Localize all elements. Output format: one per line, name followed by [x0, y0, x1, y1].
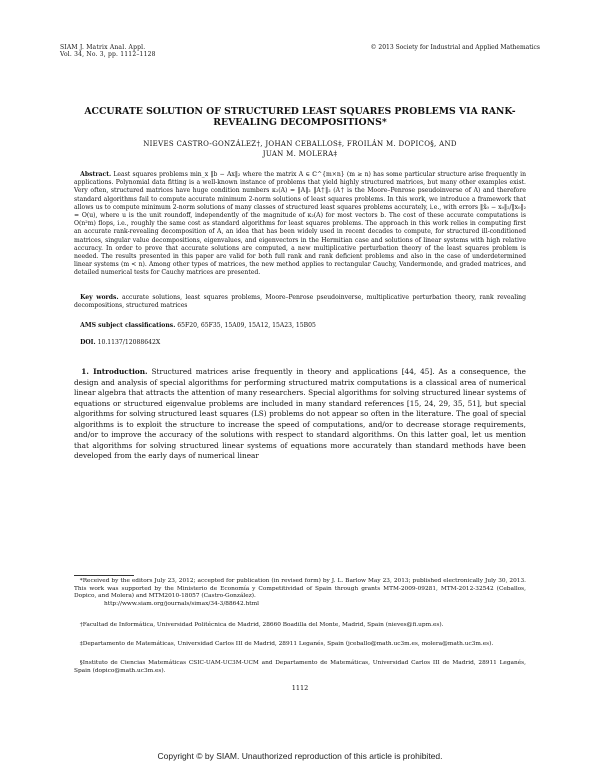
journal-header [60, 44, 280, 58]
page-number: 1112 [291, 684, 309, 692]
footnote-dagger-text: †Facultad de Informática, Universidad Politécnica de Madrid, 28660 Boadilla del Monte, Madrid, Spain (nieves@fi.upm.es). [79, 622, 444, 628]
abstract-text: Least squares problems min_x ‖b − Ax‖₂ where the matrix A ∈ ℂ^{m×n} (m ≥ n) has some particular structure arise frequently in applications. Polynomial data fitting is a well-known instance of problems that yield highly structured matrices, but many other examples exist. Very often, structured matrices have huge condition numbers κ₂(A) = ‖A‖₂ ‖A†‖₂ (A† is the Moore–Penrose pseudoinverse of A) and therefore standard algorithms fail to compute accurate minimum 2-norm solutions of least squares problems. In this work, we introduce a framework that allows us to compute minimum 2-norm solutions of many classes of structured least squares problems accurately, i.e., with errors ‖x̂₀ − x₀‖₂/‖x₀‖₂ = O(u), where u is the unit roundoff, independently of the magnitude of κ₂(A) for most vectors b. The cost of these accurate computations is O(n²m) flops, i.e., roughly the same cost as standard algorithms for least squares problems. The approach in this work relies in computing first an accurate rank-revealing decomposition of A, an idea that has been widely used in recent decades to compute, for structured ill-conditioned matrices, singular value decompositions, eigenvalues, and eigenvectors in the Hermitian case and solutions of linear systems with high relative accuracy. In order to prove that accurate solutions are computed, a new multiplicative perturbation theory of the least squares problem is needed. The results presented in this paper are valid for both full rank and rank deficient problems and also in the case of underdetermined linear systems (m < n). Among other types of matrices, the new method applies to rectangular Cauchy, Vandermonde, and graded matrices, and detailed numerical tests for Cauchy matrices are presented. [74, 171, 526, 277]
authors-line-2: JUAN M. MOLERA‡ [262, 150, 338, 158]
keywords [74, 294, 526, 310]
footnote-received-text: *Received by the editors July 23, 2012; accepted for publication (in revised form) by J. L. Barlow May 23, 2013; published electronically July 30, 2013. This work was supported by the Ministerio de Economía y Competitividad of Spain through grants MTM-2009-09281, MTM-2012-32542 (Ceballos, Dopico, and Molera) and MTM2010-18057 (Castro-González). [74, 578, 526, 600]
introduction [74, 367, 526, 462]
authors-line-1: NIEVES CASTRO-GONZÁLEZ†, JOHAN CEBALLOS‡, FROILÁN M. DOPICO§, AND [143, 140, 457, 148]
ams-classifications [74, 322, 526, 330]
abstract-label: Abstract. [80, 171, 112, 178]
doi-label: DOI. [80, 339, 96, 346]
header-copyright: © 2013 Society for Industrial and Applied Mathematics [370, 44, 540, 51]
keywords-label: Key words. [80, 294, 119, 301]
abstract [74, 171, 526, 278]
journal-name: SIAM J. Matrix Anal. Appl. [60, 44, 146, 51]
footnote-ddagger [74, 641, 526, 649]
doi [74, 339, 526, 347]
ams-text: 65F20, 65F35, 15A09, 15A12, 15A23, 15B05 [177, 322, 316, 329]
doi-text[interactable]: 10.1137/12088642X [97, 339, 161, 346]
paper-title: ACCURATE SOLUTION OF STRUCTURED LEAST SQUARES PROBLEMS VIA RANK-REVEALING DECOMPOSITIONS* [84, 106, 516, 128]
footnote-rule [74, 575, 134, 576]
intro-heading: 1. Introduction. [81, 367, 148, 376]
footnote-section-text: §Instituto de Ciencias Matemáticas CSIC-UAM-UC3M-UCM and Departamento de Matemáticas, Universidad Carlos III de Madrid, 28911 Leganés, Spain (dopico@math.uc3m.es). [74, 660, 526, 674]
footnote-dagger [74, 622, 526, 630]
keywords-text: accurate solutions, least squares problems, Moore–Penrose pseudoinverse, multiplicative perturbation theory, rank revealing decompositions, structured matrices [74, 294, 526, 310]
copyright-notice: Copyright © by SIAM. Unauthorized reproduction of this article is prohibited. [157, 751, 443, 761]
authors [60, 139, 540, 159]
footnote-received [74, 578, 526, 608]
journal-volume: Vol. 34, No. 3, pp. 1112–1128 [60, 51, 156, 58]
intro-text: Structured matrices arise frequently in theory and applications [44, 45]. As a consequence, the design and analysis of special algorithms for performing structured matrix computations is a classical area of numerical linear algebra that attracts the attention of many researchers. Special algorithms for solving structured linear systems of equations or structured eigenvalue problems are included in many standard references [15, 24, 29, 35, 51], but special algorithms for solving structured least squares (LS) problems do not appear so often in the literature. The goal of special algorithms is to exploit the structure to increase the speed of computations, and/or to decrease storage requirements, and/or to improve the accuracy of the solutions with respect to standard algorithms. On this latter goal, let us mention that algorithms for solving structured linear systems of equations more accurately than standard methods have been developed from the early days of numerical linear [74, 367, 526, 460]
ams-label: AMS subject classifications. [80, 322, 176, 329]
footnote-url[interactable]: http://www.siam.org/journals/simax/34-3/88642.html [104, 600, 259, 607]
footnote-section [74, 660, 526, 675]
footnote-ddagger-text: ‡Departamento de Matemáticas, Universidad Carlos III de Madrid, 28911 Leganés, Spain (jceballo@math.uc3m.es, molera@math.uc3m.es). [79, 641, 494, 647]
